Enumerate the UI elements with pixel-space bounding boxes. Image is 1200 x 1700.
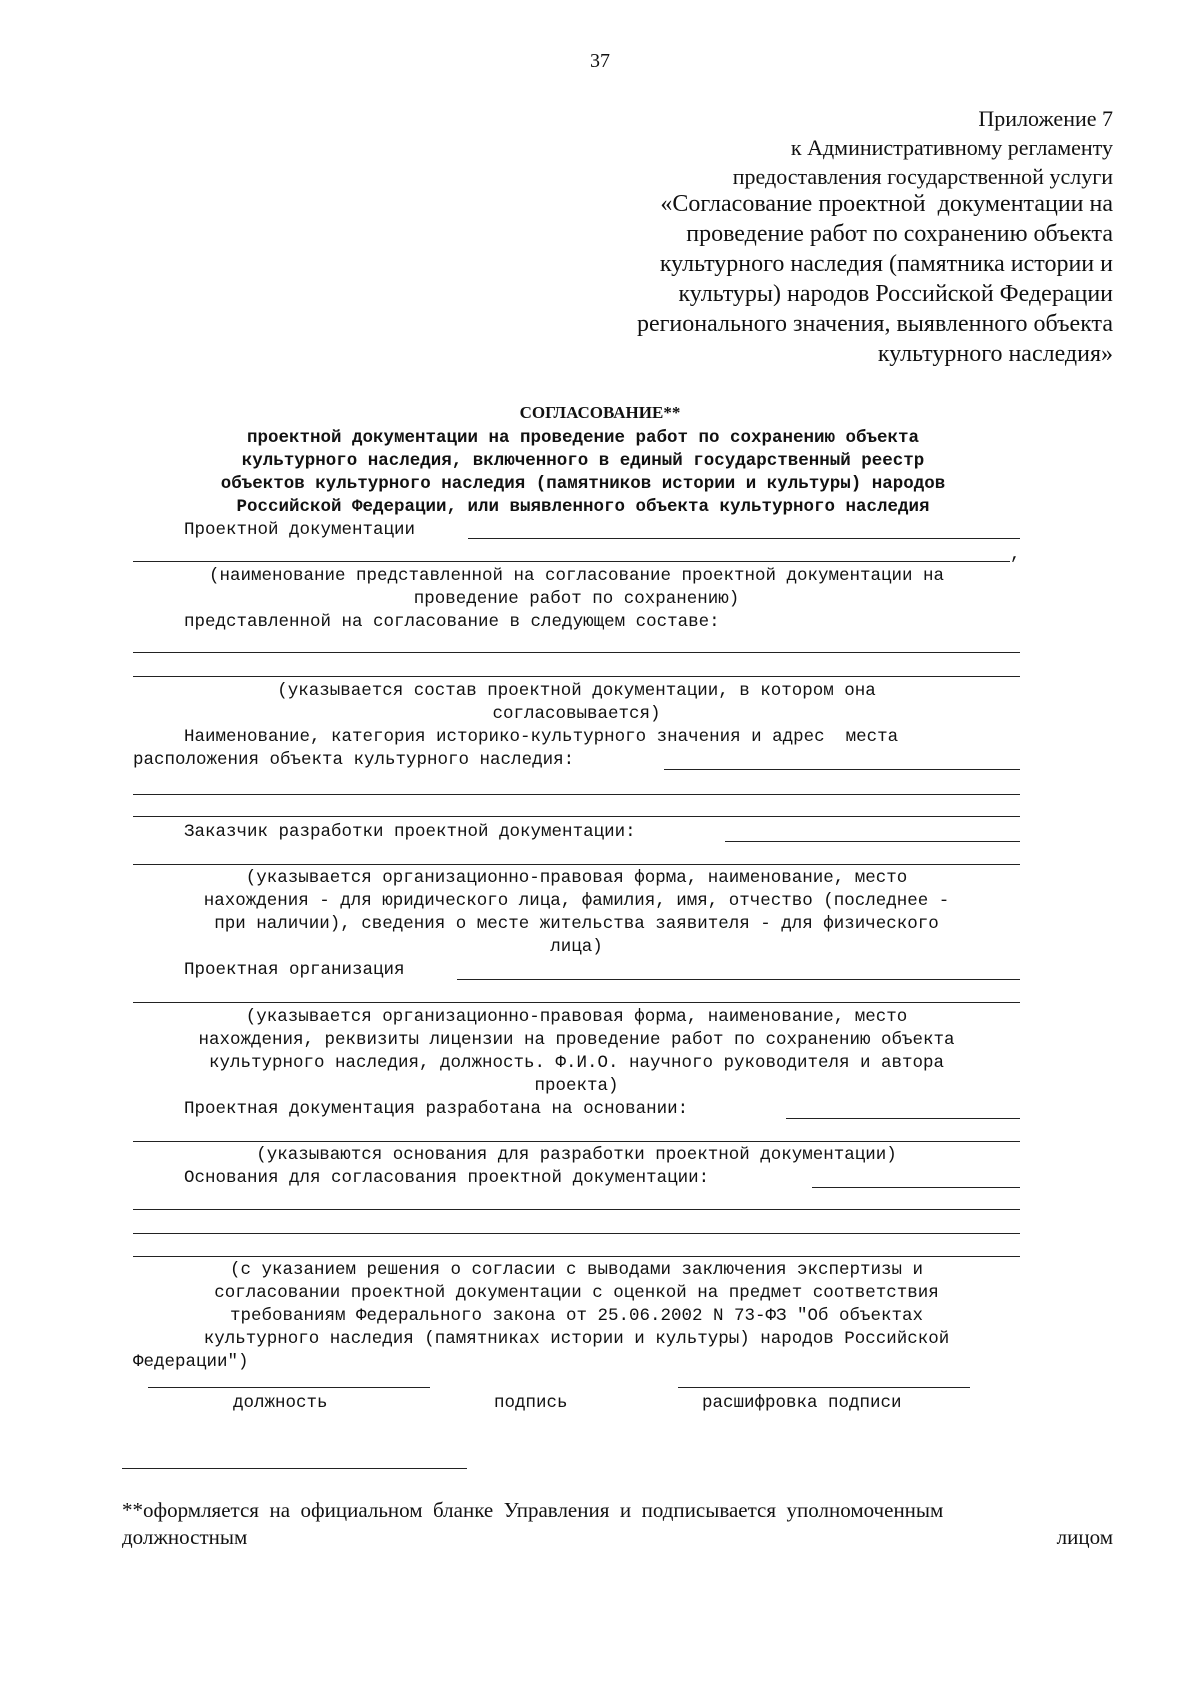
customer-label: Заказчик разработки проектной документации:: [184, 822, 636, 842]
customer-field-2[interactable]: [133, 864, 1020, 865]
hint-text: нахождения, реквизиты лицензии на проведение работ по сохранению объекта: [198, 1030, 955, 1050]
object-field-3[interactable]: [133, 816, 1020, 817]
footnote-line: **оформляется на официальном бланке Управления и подписывается уполномоченным: [122, 1498, 944, 1522]
hint-text: (указывается организационно-правовая форма, наименование, место: [245, 868, 908, 888]
hint-text: проведение работ по сохранению): [413, 589, 740, 609]
appendix-line: культуры) народов Российской Федерации: [678, 281, 1113, 307]
hint-text: (указывается организационно-правовая форма, наименование, место: [245, 1007, 908, 1027]
hint-text: (с указанием решения о согласии с выводами заключения экспертизы и: [229, 1260, 924, 1280]
org-field-2[interactable]: [133, 1002, 1020, 1003]
project-docs-field[interactable]: [468, 538, 1020, 539]
approval-field-4[interactable]: [133, 1256, 1020, 1257]
object-label-2: расположения объекта культурного наследия:: [133, 750, 575, 770]
hint-text: (указывается состав проектной документации, в котором она: [277, 681, 876, 701]
hint-text: согласовывается): [492, 704, 661, 724]
hint-text: согласовании проектной документации с оценкой на предмет соответствия: [214, 1283, 939, 1303]
approval-field[interactable]: [812, 1187, 1020, 1188]
signature-decode-label: расшифровка подписи: [702, 1393, 902, 1413]
appendix-line: культурного наследия (памятника истории и: [659, 251, 1113, 277]
composition-field[interactable]: [133, 652, 1020, 653]
appendix-line: культурного наследия»: [877, 341, 1113, 367]
hint-text: (наименование представленной на согласование проектной документации на: [208, 566, 945, 586]
signature-decode-field[interactable]: [678, 1387, 970, 1388]
org-label: Проектная организация: [184, 960, 405, 980]
approval-label: Основания для согласования проектной документации:: [184, 1168, 710, 1188]
title-line: проектной документации на проведение работ по сохранению объекта: [246, 428, 920, 448]
appendix-line: предоставления государственной услуги: [732, 164, 1113, 189]
customer-field[interactable]: [725, 841, 1020, 842]
composition-label: представленной на согласование в следующем составе:: [184, 612, 720, 632]
hint-text: (указываются основания для разработки проектной документации): [256, 1145, 897, 1165]
basis-label: Проектная документация разработана на основании:: [184, 1099, 689, 1119]
hint-text: культурного наследия (памятниках истории и культуры) народов Российской: [203, 1329, 950, 1349]
hint-text: требованиям Федерального закона от 25.06.2002 N 73-ФЗ "Об объектах: [229, 1306, 924, 1326]
appendix-line: к Административному регламенту: [790, 135, 1113, 160]
basis-field-2[interactable]: [133, 1141, 1020, 1142]
title-line: объектов культурного наследия (памятников истории и культуры) народов: [220, 474, 946, 494]
hint-text: проекта): [534, 1076, 619, 1096]
hint-text: лица): [550, 937, 603, 957]
basis-field[interactable]: [786, 1118, 1020, 1119]
appendix-line: Приложение 7: [978, 106, 1113, 131]
hint-text: нахождения - для юридического лица, фамилия, имя, отчество (последнее -: [203, 891, 950, 911]
project-docs-label: Проектной документации: [184, 520, 416, 540]
object-field-2[interactable]: [133, 794, 1020, 795]
position-label: должность: [233, 1393, 328, 1413]
composition-field-2[interactable]: [133, 676, 1020, 677]
approval-field-2[interactable]: [133, 1209, 1020, 1210]
object-field[interactable]: [664, 769, 1020, 770]
object-label: Наименование, категория историко-культурного значения и адрес места: [184, 727, 899, 747]
signature-label: подпись: [494, 1393, 568, 1413]
appendix-line: проведение работ по сохранению объекта: [686, 221, 1113, 247]
org-field[interactable]: [457, 979, 1020, 980]
title-heading: СОГЛАСОВАНИЕ**: [519, 403, 681, 422]
project-docs-field-2[interactable]: [133, 561, 1010, 562]
position-field[interactable]: [148, 1387, 430, 1388]
title-line: культурного наследия, включенного в единый государственный реестр: [241, 451, 925, 471]
approval-field-3[interactable]: [133, 1233, 1020, 1234]
footnote-line: должностным: [122, 1525, 248, 1549]
hint-text: культурного наследия, должность. Ф.И.О. научного руководителя и автора: [208, 1053, 945, 1073]
hint-text: при наличии), сведения о месте жительства заявителя - для физического: [214, 914, 939, 934]
appendix-line: регионального значения, выявленного объекта: [636, 311, 1113, 337]
appendix-line: «Согласование проектной документации на: [660, 191, 1113, 217]
hint-text: Федерации"): [133, 1352, 249, 1372]
title-line: Российской Федерации, или выявленного объекта культурного наследия: [236, 497, 930, 517]
footnote-separator: [122, 1468, 467, 1469]
page-number: 37: [590, 50, 610, 72]
footnote-line: лицом: [1056, 1525, 1113, 1549]
comma: ,: [1010, 545, 1021, 565]
